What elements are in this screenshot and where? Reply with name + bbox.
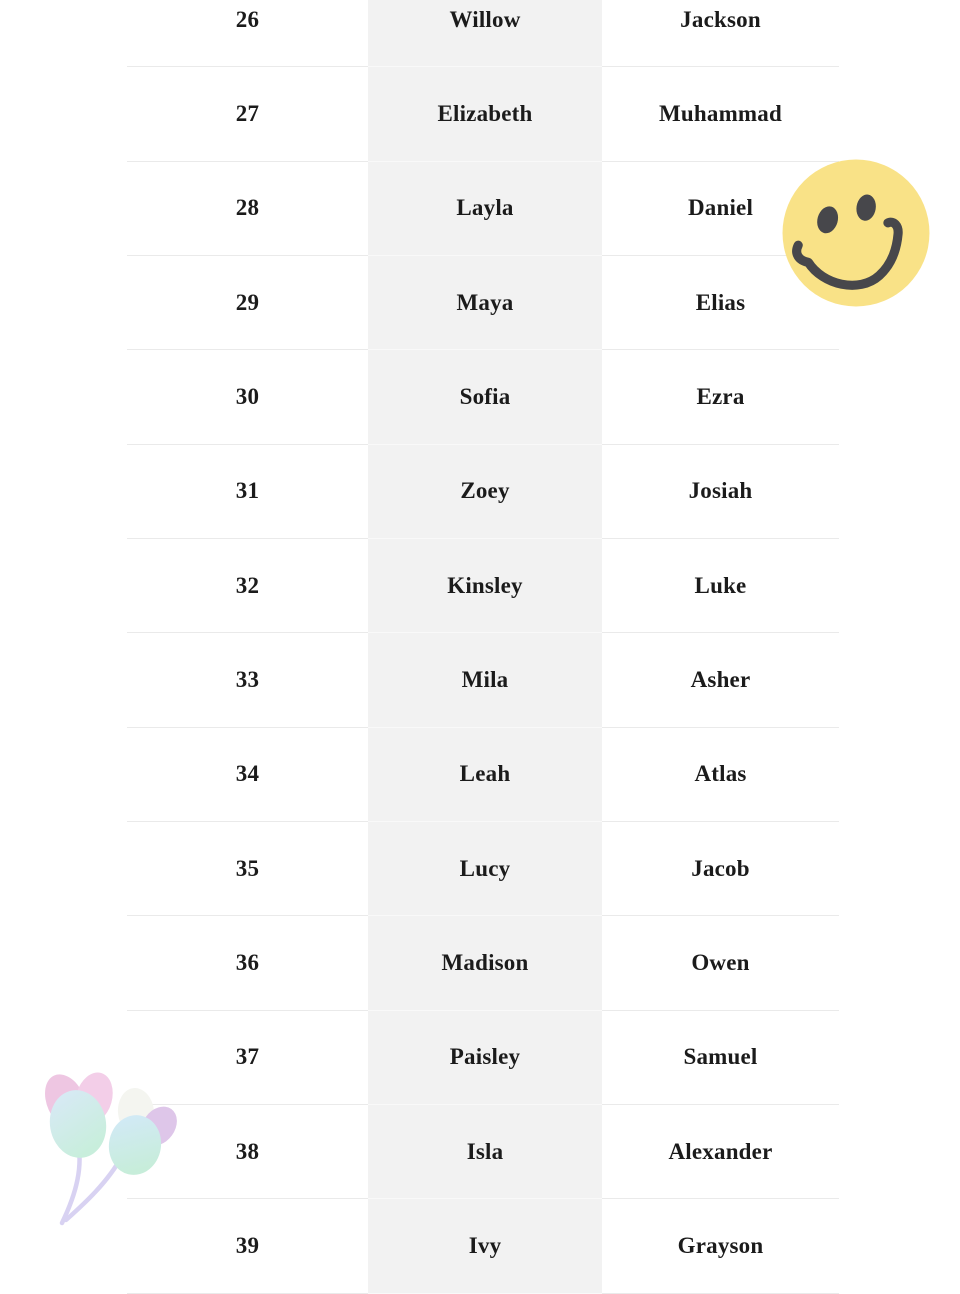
rank-cell: 31 (127, 445, 368, 539)
girl-name-cell: Kinsley (368, 539, 602, 633)
table-row (127, 162, 839, 256)
table-row (127, 633, 839, 727)
rank-cell: 27 (127, 67, 368, 161)
girl-name-cell: Isla (368, 1105, 602, 1199)
table-row (127, 445, 839, 539)
rank-cell: 26 (127, 0, 368, 67)
table-row (127, 0, 839, 67)
boy-name-cell: Josiah (602, 445, 839, 539)
rank-cell: 36 (127, 916, 368, 1010)
table-row (127, 822, 839, 916)
table-row (127, 916, 839, 1010)
girl-name-cell: Mila (368, 633, 602, 727)
girl-name-cell: Lucy (368, 822, 602, 916)
girl-name-cell: Leah (368, 728, 602, 822)
rank-cell: 33 (127, 633, 368, 727)
boy-name-cell: Alexander (602, 1105, 839, 1199)
boy-name-cell: Jackson (602, 0, 839, 67)
girl-name-cell: Maya (368, 256, 602, 350)
rank-cell: 35 (127, 822, 368, 916)
table-row (127, 1011, 839, 1105)
table-row (127, 256, 839, 350)
rank-cell: 39 (127, 1199, 368, 1293)
boy-name-cell: Daniel (602, 162, 839, 256)
table-row (127, 350, 839, 444)
table-row (127, 728, 839, 822)
boy-name-cell: Elias (602, 256, 839, 350)
rank-cell: 38 (127, 1105, 368, 1199)
table-row (127, 539, 839, 633)
rank-cell: 28 (127, 162, 368, 256)
girl-name-cell: Sofia (368, 350, 602, 444)
girl-name-cell: Paisley (368, 1011, 602, 1105)
table-row (127, 1199, 839, 1293)
smiley-face-sticker (782, 159, 930, 309)
boy-name-cell: Asher (602, 633, 839, 727)
boy-name-cell: Ezra (602, 350, 839, 444)
rank-cell: 34 (127, 728, 368, 822)
boy-name-cell: Atlas (602, 728, 839, 822)
boy-name-cell: Grayson (602, 1199, 839, 1293)
boy-name-cell: Luke (602, 539, 839, 633)
girl-name-cell: Zoey (368, 445, 602, 539)
rank-cell: 30 (127, 350, 368, 444)
pastel-tulips-sticker (26, 1062, 178, 1234)
table-row (127, 67, 839, 161)
rank-cell: 32 (127, 539, 368, 633)
girl-name-cell: Ivy (368, 1199, 602, 1293)
names-table (127, 0, 839, 1294)
rank-cell: 29 (127, 256, 368, 350)
girl-name-cell: Madison (368, 916, 602, 1010)
boy-name-cell: Muhammad (602, 67, 839, 161)
boy-name-cell: Samuel (602, 1011, 839, 1105)
rank-cell: 37 (127, 1011, 368, 1105)
table-row (127, 1105, 839, 1199)
boy-name-cell: Owen (602, 916, 839, 1010)
girl-name-cell: Layla (368, 162, 602, 256)
girl-name-cell: Elizabeth (368, 67, 602, 161)
boy-name-cell: Jacob (602, 822, 839, 916)
girl-name-cell: Willow (368, 0, 602, 67)
